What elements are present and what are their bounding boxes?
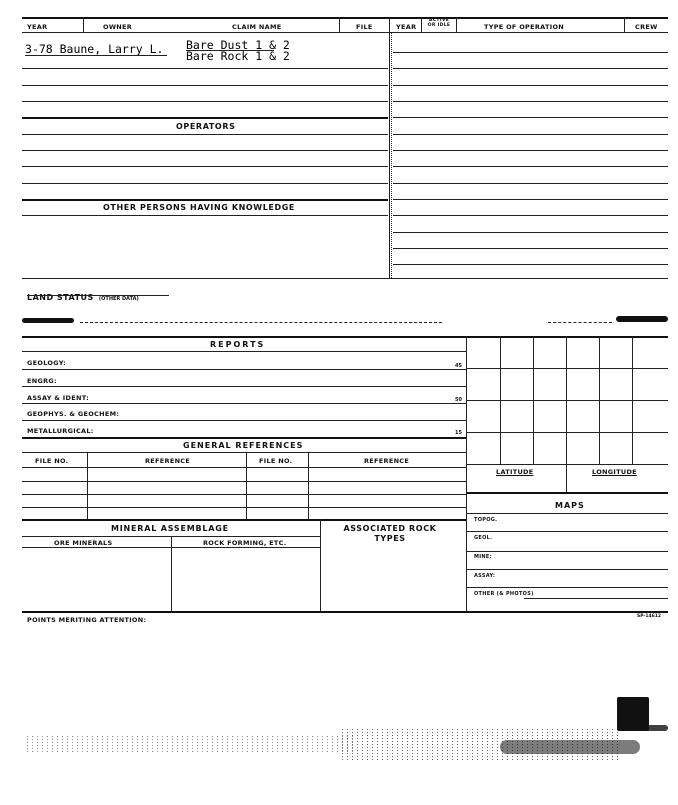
reports-heading: REPORTS	[210, 340, 266, 349]
report-row-label: GEOLOGY:	[27, 359, 67, 367]
map-item: OTHER (& PHOTOS)	[474, 591, 534, 597]
ore-minerals-heading: ORE MINERALS	[54, 539, 113, 547]
header-claim-name: CLAIM NAME	[232, 23, 282, 31]
header-crew: CREW	[635, 23, 658, 31]
header-active-idle: ACTIVE OR IDLE	[427, 18, 451, 28]
header-owner: OWNER	[103, 23, 133, 31]
land-status-note: (OTHER DATA)	[98, 296, 139, 302]
operators-heading: OPERATORS	[176, 122, 236, 131]
points-meriting-attention: POINTS MERITING ATTENTION:	[27, 616, 147, 624]
latitude-label: LATITUDE	[496, 468, 534, 476]
report-row-num: 15	[455, 430, 462, 436]
land-status-label: LAND STATUS	[27, 293, 94, 302]
ref-col-reference-2: REFERENCE	[364, 457, 410, 465]
other-persons-heading: OTHER PERSONS HAVING KNOWLEDGE	[103, 203, 295, 212]
general-references-heading: GENERAL REFERENCES	[183, 441, 304, 450]
map-item: GEOL.	[474, 535, 493, 541]
ref-col-reference: REFERENCE	[145, 457, 191, 465]
longitude-label: LONGITUDE	[592, 468, 637, 476]
report-row-label: GEOPHYS. & GEOCHEM:	[27, 410, 120, 418]
upper-divider	[389, 32, 390, 278]
ref-col-file-no: FILE NO.	[35, 457, 69, 465]
maps-heading: MAPS	[555, 501, 585, 510]
rock-forming-heading: ROCK FORMING, ETC.	[203, 539, 287, 547]
smudge-left	[22, 318, 74, 323]
header-type-of-operation: TYPE OF OPERATION	[484, 23, 565, 31]
map-item: TOPOG.	[474, 517, 498, 523]
claim-entry-1: Bare Dust 1 & 2	[186, 38, 290, 52]
report-row-label: METALLURGICAL:	[27, 427, 94, 435]
associated-rock-types-heading: ASSOCIATED ROCK TYPES	[343, 524, 437, 543]
header-file: FILE	[356, 23, 373, 31]
report-row-num: 45	[455, 363, 462, 369]
year-owner-entry: 3-78 Baune, Larry L.	[25, 42, 164, 56]
ref-col-file-no-2: FILE NO.	[259, 457, 293, 465]
right-panel-divider	[466, 336, 467, 612]
report-row-label: ASSAY & IDENT:	[27, 394, 89, 402]
header-year: YEAR	[27, 23, 48, 31]
map-item: ASSAY:	[474, 573, 496, 579]
claim-entry-2: Bare Rock 1 & 2	[186, 49, 290, 63]
header-year-2: YEAR	[396, 23, 417, 31]
map-item: MINE:	[474, 554, 492, 560]
report-row-label: ENGRG:	[27, 377, 57, 385]
mineral-assemblage-heading: MINERAL ASSEMBLAGE	[111, 524, 229, 533]
form-number: SP-14612	[637, 614, 661, 619]
report-row-num: 50	[455, 397, 462, 403]
smudge-right	[616, 316, 668, 322]
